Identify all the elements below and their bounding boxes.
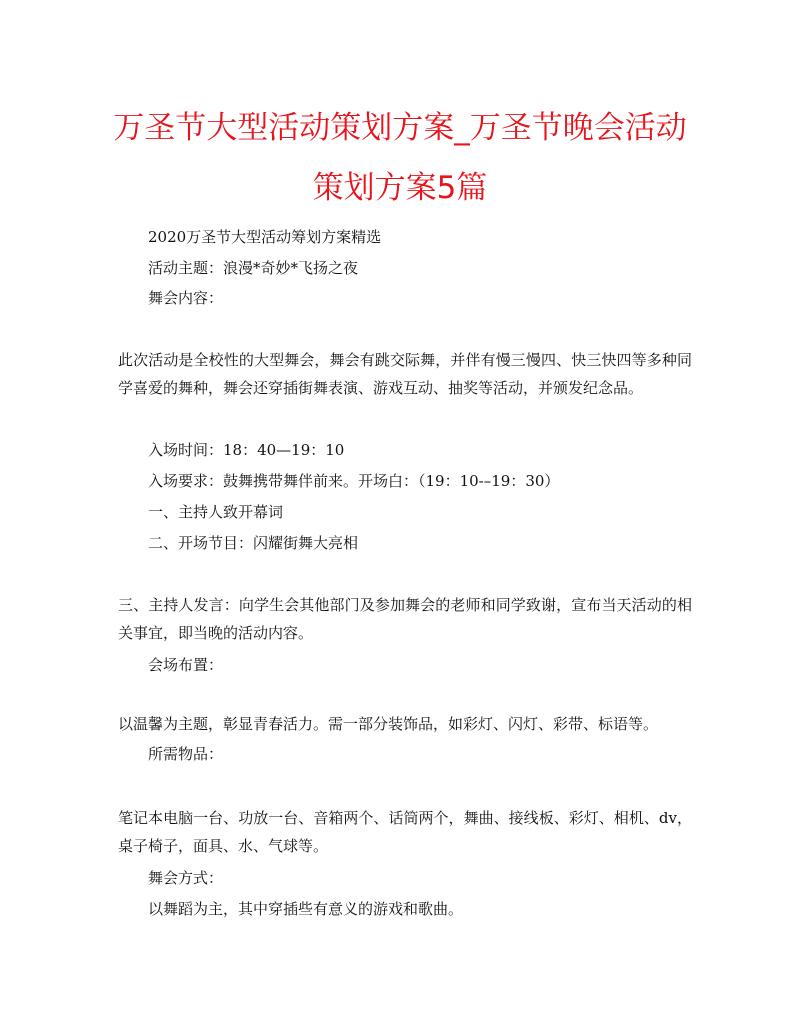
entry-time: 入场时间：18：40—19：10 — [148, 441, 345, 459]
subtitle: 2020万圣节大型活动筹划方案精选 — [148, 228, 382, 246]
program-item-3: 三、主持人发言：向学生会其他部门及参加舞会的老师和同学致谢，宣布当天活动的相关事宜，即当晚的活动内容。 — [118, 596, 692, 642]
supplies-heading: 所需物品： — [148, 745, 224, 763]
method-body: 以舞蹈为主，其中穿插些有意义的游戏和歌曲。 — [148, 900, 464, 918]
document-title-line1: 万圣节大型活动策划方案_万圣节晚会活动 — [113, 110, 687, 146]
entry-requirement: 入场要求：鼓舞携带舞伴前来。开场白：（19：10-–19：30） — [148, 472, 560, 490]
program-item-1: 一、主持人致开幕词 — [148, 503, 284, 521]
activity-theme: 活动主题：浪漫*奇妙*飞扬之夜 — [148, 259, 359, 277]
venue-body: 以温馨为主题，彰显青春活力。需一部分装饰品，如彩灯、闪灯、彩带、标语等。 — [118, 715, 659, 733]
program-item-2: 二、开场节目：闪耀街舞大亮相 — [148, 534, 359, 552]
dance-content-heading: 舞会内容： — [148, 289, 224, 307]
dance-content-body: 此次活动是全校性的大型舞会，舞会有跳交际舞，并伴有慢三慢四、快三快四等多种同学喜爱的舞种，舞会还穿插街舞表演、游戏互动、抽奖等活动，并颁发纪念品。 — [118, 351, 692, 397]
venue-heading: 会场布置： — [148, 656, 224, 674]
document-title-line2: 策划方案5篇 — [312, 170, 488, 206]
method-heading: 舞会方式： — [148, 869, 224, 887]
supplies-body: 笔记本电脑一台、功放一台、音箱两个、话筒两个，舞曲、接线板、彩灯、相机、dv，桌子椅子，面具、水、气球等。 — [118, 809, 692, 855]
